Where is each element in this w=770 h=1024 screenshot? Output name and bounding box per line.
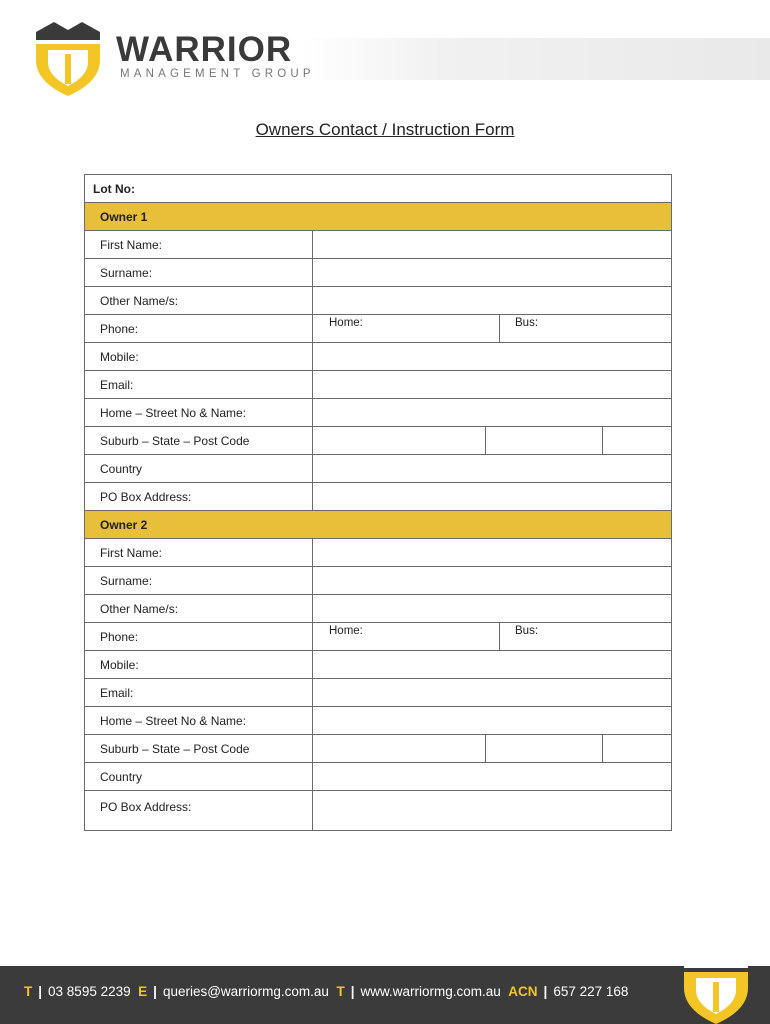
shield-logo-icon [28, 20, 108, 98]
owner-1-email-field[interactable] [313, 371, 671, 398]
surname-label: Surname: [85, 259, 313, 286]
owner-2-email-field[interactable] [313, 679, 671, 706]
footer-shield-icon [680, 944, 752, 1024]
country-label: Country [85, 763, 313, 790]
street-label: Home – Street No & Name: [85, 399, 313, 426]
mobile-label: Mobile: [85, 343, 313, 370]
email-label: Email: [85, 371, 313, 398]
owner-2-phone-field[interactable] [313, 623, 671, 650]
owner-2-po-box-field[interactable] [313, 791, 671, 830]
footer-web-link[interactable]: www.warriormg.com.au [360, 984, 501, 999]
footer-acn-key: ACN [508, 984, 538, 999]
street-label: Home – Street No & Name: [85, 707, 313, 734]
owner-2-street-field[interactable] [313, 707, 671, 734]
footer-phone: 03 8595 2239 [48, 984, 131, 999]
phone-label: Phone: [85, 623, 313, 650]
brand-name: WARRIOR [116, 30, 293, 69]
footer-contact: T | 03 8595 2239 E | queries@warriormg.com.au T | www.warriormg.com.au ACN | 657 227 168 [24, 984, 629, 999]
surname-label: Surname: [85, 567, 313, 594]
other-names-label: Other Name/s: [85, 595, 313, 622]
footer-phone-key: T [24, 984, 33, 999]
footer-email-key: E [138, 984, 148, 999]
footer-acn: 657 227 168 [553, 984, 629, 999]
email-label: Email: [85, 679, 313, 706]
lot-label: Lot No: [93, 181, 135, 196]
mobile-label: Mobile: [85, 651, 313, 678]
owner-1-suburb-field[interactable] [313, 427, 671, 454]
owner-1-surname-field[interactable] [313, 259, 671, 286]
owner-1-phone-field[interactable] [313, 315, 671, 342]
owner-1-heading: Owner 1 [85, 203, 671, 231]
owner-1-other-names-field[interactable] [313, 287, 671, 314]
postcode-divider [602, 427, 603, 454]
owner-2-other-names-field[interactable] [313, 595, 671, 622]
form-title: Owners Contact / Instruction Form [255, 120, 515, 139]
owner-2-suburb-field[interactable] [313, 735, 671, 762]
suburb-divider [485, 735, 486, 762]
lot-number-field[interactable] [85, 175, 671, 202]
footer-email-link[interactable]: queries@warriormg.com.au [162, 984, 329, 999]
brand-tagline: MANAGEMENT GROUP [120, 68, 315, 80]
owner-2-mobile-field[interactable] [313, 651, 671, 678]
phone-home-label: Home: [329, 625, 363, 637]
lot-row [85, 175, 671, 203]
owner-2-surname-field[interactable] [313, 567, 671, 594]
owner-2-country-field[interactable] [313, 763, 671, 790]
first-name-label: First Name: [85, 539, 313, 566]
header-band [300, 38, 770, 80]
postcode-divider [602, 735, 603, 762]
po-box-label: PO Box Address: [85, 791, 313, 830]
owner-2-heading: Owner 2 [85, 511, 671, 539]
company-logo [28, 20, 328, 100]
phone-home-label: Home: [329, 317, 363, 329]
owner-1-street-field[interactable] [313, 399, 671, 426]
phone-bus-label: Bus: [515, 317, 539, 329]
owner-form [84, 174, 672, 831]
po-box-label: PO Box Address: [85, 483, 313, 510]
owner-1-po-box-field[interactable] [313, 483, 671, 510]
owner-1-first-name-field[interactable] [313, 231, 671, 258]
phone-bus-label: Bus: [515, 625, 539, 637]
other-names-label: Other Name/s: [85, 287, 313, 314]
country-label: Country [85, 455, 313, 482]
first-name-label: First Name: [85, 231, 313, 258]
owner-1-country-field[interactable] [313, 455, 671, 482]
phone-divider [499, 315, 500, 342]
owner-1-mobile-field[interactable] [313, 343, 671, 370]
owner-2-first-name-field[interactable] [313, 539, 671, 566]
suburb-divider [485, 427, 486, 454]
suburb-label: Suburb – State – Post Code [85, 427, 313, 454]
suburb-label: Suburb – State – Post Code [85, 735, 313, 762]
footer-web-key: T [336, 984, 345, 999]
phone-label: Phone: [85, 315, 313, 342]
phone-divider [499, 623, 500, 650]
